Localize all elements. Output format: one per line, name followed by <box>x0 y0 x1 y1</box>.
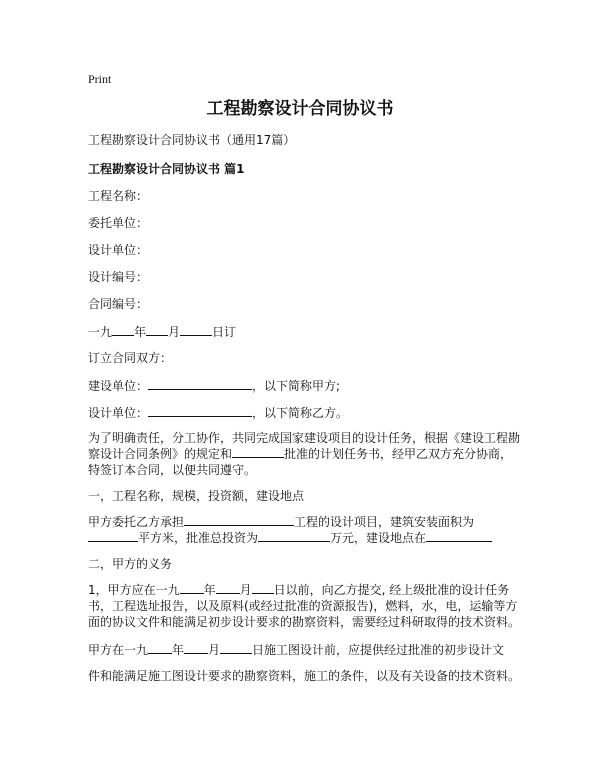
date-year: 年 <box>134 325 147 339</box>
section2-p2a: 甲方在一九 <box>88 643 149 657</box>
party-a-suffix: ，以下简称甲方; <box>252 379 341 393</box>
date-line <box>88 324 236 339</box>
section2-p2d: 日施工图设计前，应提供经过批准的初步设计文 <box>252 643 505 657</box>
intro-part1: 为了明确责任，分工协作，共同完成国家建设项目的设计任务，根据《建设工程勘察设计合同条例》的规定和 <box>88 431 521 461</box>
document-subtitle: 工程勘察设计合同协议书（通用17篇） <box>88 133 296 147</box>
section2-p2c: 月 <box>208 643 221 657</box>
intro-part2: 批准的计划任务书，经甲乙双方充分协商，特签订本合同，以便共同遵守。 <box>88 447 513 477</box>
section1-blank3 <box>258 530 330 542</box>
section2-p1a: 1，甲方应在一九 <box>88 583 180 597</box>
section2-p2-month-blank <box>184 642 208 654</box>
section2-paragraph3: 件和能满足施工图设计要求的勘察资料，施工的条件，以及有关设备的技术资料。 <box>88 669 521 683</box>
party-b-label: 设计单位： <box>88 406 149 420</box>
section-heading: 工程勘察设计合同协议书 篇1 <box>88 162 245 176</box>
section2-p2b: 年 <box>172 643 185 657</box>
section1-t4: 万元，建设地点在 <box>330 531 427 545</box>
section1-blank1 <box>184 514 294 526</box>
date-prefix: 一九 <box>88 325 113 339</box>
intro-paragraph <box>88 430 524 478</box>
section2-p2-year-blank <box>148 642 172 654</box>
field-project-name: 工程名称： <box>88 189 149 203</box>
field-designer: 设计单位： <box>88 243 149 257</box>
print-link[interactable]: Print <box>88 72 112 86</box>
section2-p1-year-blank <box>180 582 204 594</box>
party-a-line <box>88 378 340 393</box>
section1-heading: 一，工程名称，规模，投资额，建设地点 <box>88 489 305 503</box>
section1-paragraph <box>88 514 524 546</box>
section2-p1d: 日以前，向乙方提交, 经上级批准的设计任务书，工程选址报告，以及原料(或经过批准的资源报告)，燃料，水，电，运输等方面的协议文件和能满足初步设计要求的勘察资料，需要经过科研取得的技术资料。 <box>88 583 521 629</box>
party-a-blank <box>148 378 252 390</box>
section2-p2-day-blank <box>220 642 252 654</box>
party-b-line <box>88 405 348 420</box>
parties-label: 订立合同双方： <box>88 351 173 365</box>
section2-p1c: 月 <box>239 583 252 597</box>
section1-blank4 <box>426 530 492 542</box>
section2-p1-month-blank <box>216 582 240 594</box>
field-contract-no: 合同编号： <box>88 297 149 311</box>
date-month-blank <box>146 324 168 336</box>
section2-paragraph2 <box>88 642 504 657</box>
date-year-blank <box>112 324 134 336</box>
section2-paragraph1 <box>88 582 524 630</box>
section2-heading: 二，甲方的义务 <box>88 557 173 571</box>
field-design-no: 设计编号： <box>88 270 149 284</box>
section1-t1: 甲方委托乙方承担 <box>88 515 185 529</box>
document-title: 工程勘察设计合同协议书 <box>206 99 394 119</box>
field-client: 委托单位： <box>88 216 149 230</box>
date-day-blank <box>180 324 212 336</box>
intro-blank <box>232 446 284 458</box>
section2-p1-day-blank <box>252 582 274 594</box>
party-b-suffix: ，以下简称乙方。 <box>252 406 349 420</box>
party-a-label: 建设单位： <box>88 379 149 393</box>
section1-t2: 工程的设计项目，建筑安装面积为 <box>294 515 475 529</box>
section1-t3: 平方米，批准总投资为 <box>138 531 259 545</box>
date-month: 月 <box>168 325 181 339</box>
section1-blank2 <box>88 530 138 542</box>
date-day-suffix: 日订 <box>212 325 237 339</box>
section2-p1b: 年 <box>203 583 216 597</box>
party-b-blank <box>148 405 252 417</box>
